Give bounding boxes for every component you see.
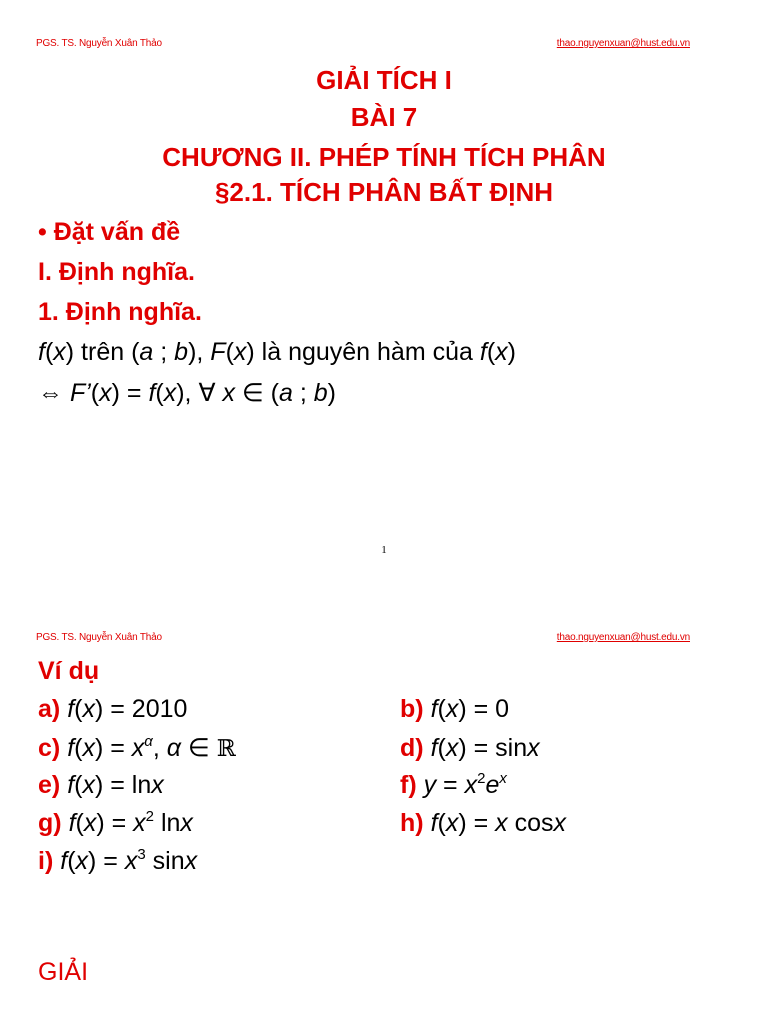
definition-text: f(x) trên (a ; b), F(x) là nguyên hàm của f(x)	[38, 338, 516, 366]
section-title: §2.1. TÍCH PHÂN BẤT ĐỊNH	[214, 177, 554, 207]
example-f: f) $y = x^2e^x$	[400, 770, 507, 799]
definition-subheading: 1. Định nghĩa.	[38, 298, 202, 326]
author-header: PGS. TS. Nguyễn Xuân Thảo	[36, 38, 162, 49]
example-g: g) $f(x) = x^2$ lnx	[38, 808, 193, 837]
bullet-heading: • Đặt vấn đề	[38, 218, 181, 246]
author-header: PGS. TS. Nguyễn Xuân Thảo	[36, 632, 162, 643]
email-link[interactable]: thao.nguyenxuan@hust.edu.vn	[556, 38, 690, 49]
definition-heading: I. Định nghĩa.	[38, 258, 195, 286]
example-i: i) $f(x) = x^3$ sinx	[38, 846, 198, 875]
example-e: e) f(x) = lnx	[38, 771, 164, 799]
chapter-title: CHƯƠNG II. PHÉP TÍNH TÍCH PHÂN	[162, 142, 606, 172]
example-b: b) f(x) = 0	[400, 695, 510, 723]
course-title: GIẢI TÍCH I	[316, 65, 452, 95]
equivalence-text: ⇔ F’(x) = f(x), ∀ x ∈ (a ; b)	[38, 379, 336, 407]
example-heading: Ví dụ	[38, 657, 100, 685]
page-number: 1	[381, 544, 387, 556]
email-link[interactable]: thao.nguyenxuan@hust.edu.vn	[556, 632, 690, 643]
solution-label: GIẢI	[38, 958, 89, 986]
lesson-title: BÀI 7	[350, 102, 418, 132]
example-h: h) f(x) = x cosx	[400, 809, 567, 837]
example-c: c) $f(x) = x^\alpha$, α ∈ ℝ	[38, 733, 236, 762]
example-a: a) f(x) = 2010	[38, 695, 188, 723]
example-d: d) f(x) = sinx	[400, 734, 540, 762]
